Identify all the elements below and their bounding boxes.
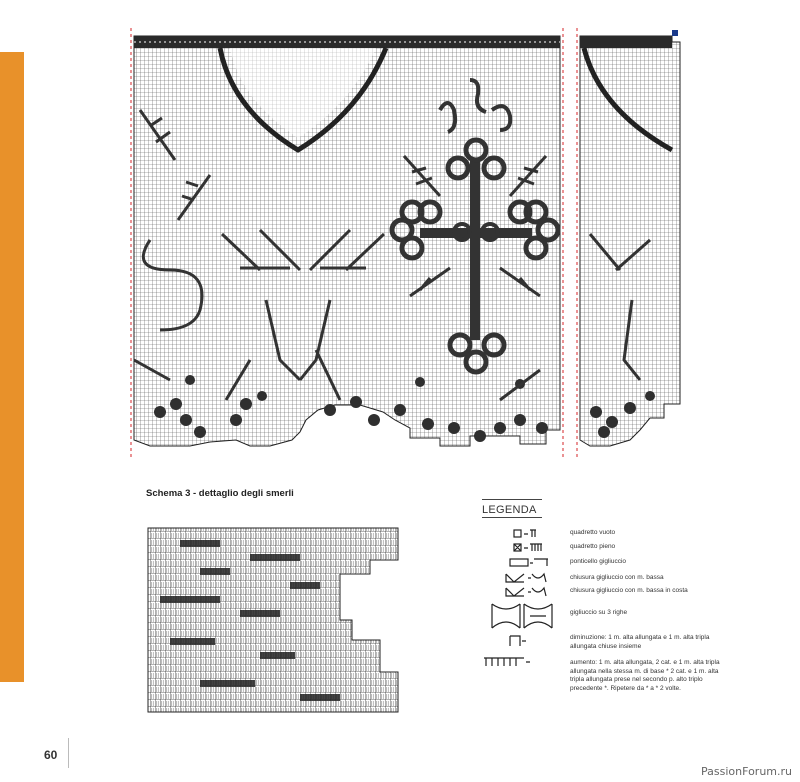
decrease-symbol: [510, 636, 526, 646]
lacet-close-sc-symbol: [506, 574, 546, 582]
watermark: PassionForum.ru: [701, 765, 792, 778]
lacet-bridge-symbol: [510, 559, 548, 566]
legend-item-text: quadretto pieno: [570, 543, 616, 550]
top-border-band: [134, 36, 560, 48]
legend-item-text: quadretto vuoto: [570, 529, 616, 536]
legend-rule-top: [482, 499, 542, 500]
page-number: 60: [44, 748, 58, 762]
legend-rule-bottom: [482, 517, 542, 518]
lacet-three-rows-symbol: [492, 604, 552, 628]
schema-title: Schema 3 - dettaglio degli smerli: [146, 488, 294, 499]
legend-item-text: ponticello gigliuccio: [570, 558, 627, 565]
main-chart-right: [580, 30, 680, 446]
legend-item-text: diminuzione: 1 m. alta allungata e 1 m. alta tripla allungata chiuse insieme: [570, 634, 710, 650]
page-number-divider: [68, 738, 69, 768]
increase-symbol: [484, 658, 530, 666]
corner-marker: [672, 30, 678, 36]
legend-title: LEGENDA: [482, 504, 537, 516]
empty-square-symbol: [514, 530, 536, 537]
legend-symbols: [484, 530, 552, 666]
legend-item-text: gigliuccio su 3 righe: [570, 609, 628, 616]
detail-chart: [148, 528, 398, 712]
lacet-close-rib-symbol: [506, 588, 546, 596]
legend-item-text: chiusura gigliuccio con m. bassa in costa: [570, 587, 688, 594]
filled-square-symbol: [514, 544, 542, 551]
main-chart-left: [134, 36, 560, 446]
legend-item-text: chiusura gigliuccio con m. bassa: [570, 574, 664, 581]
legend-item-text: aumento: 1 m. alta allungata, 2 cat. e 1 m. alta tripla allungata nella stessa m. di base * 2 cat. e 1 m. alta tripla allungata prese nel secondo p. alto triplo precedente *. Ripetere da * a * 2 volte.: [570, 659, 720, 692]
